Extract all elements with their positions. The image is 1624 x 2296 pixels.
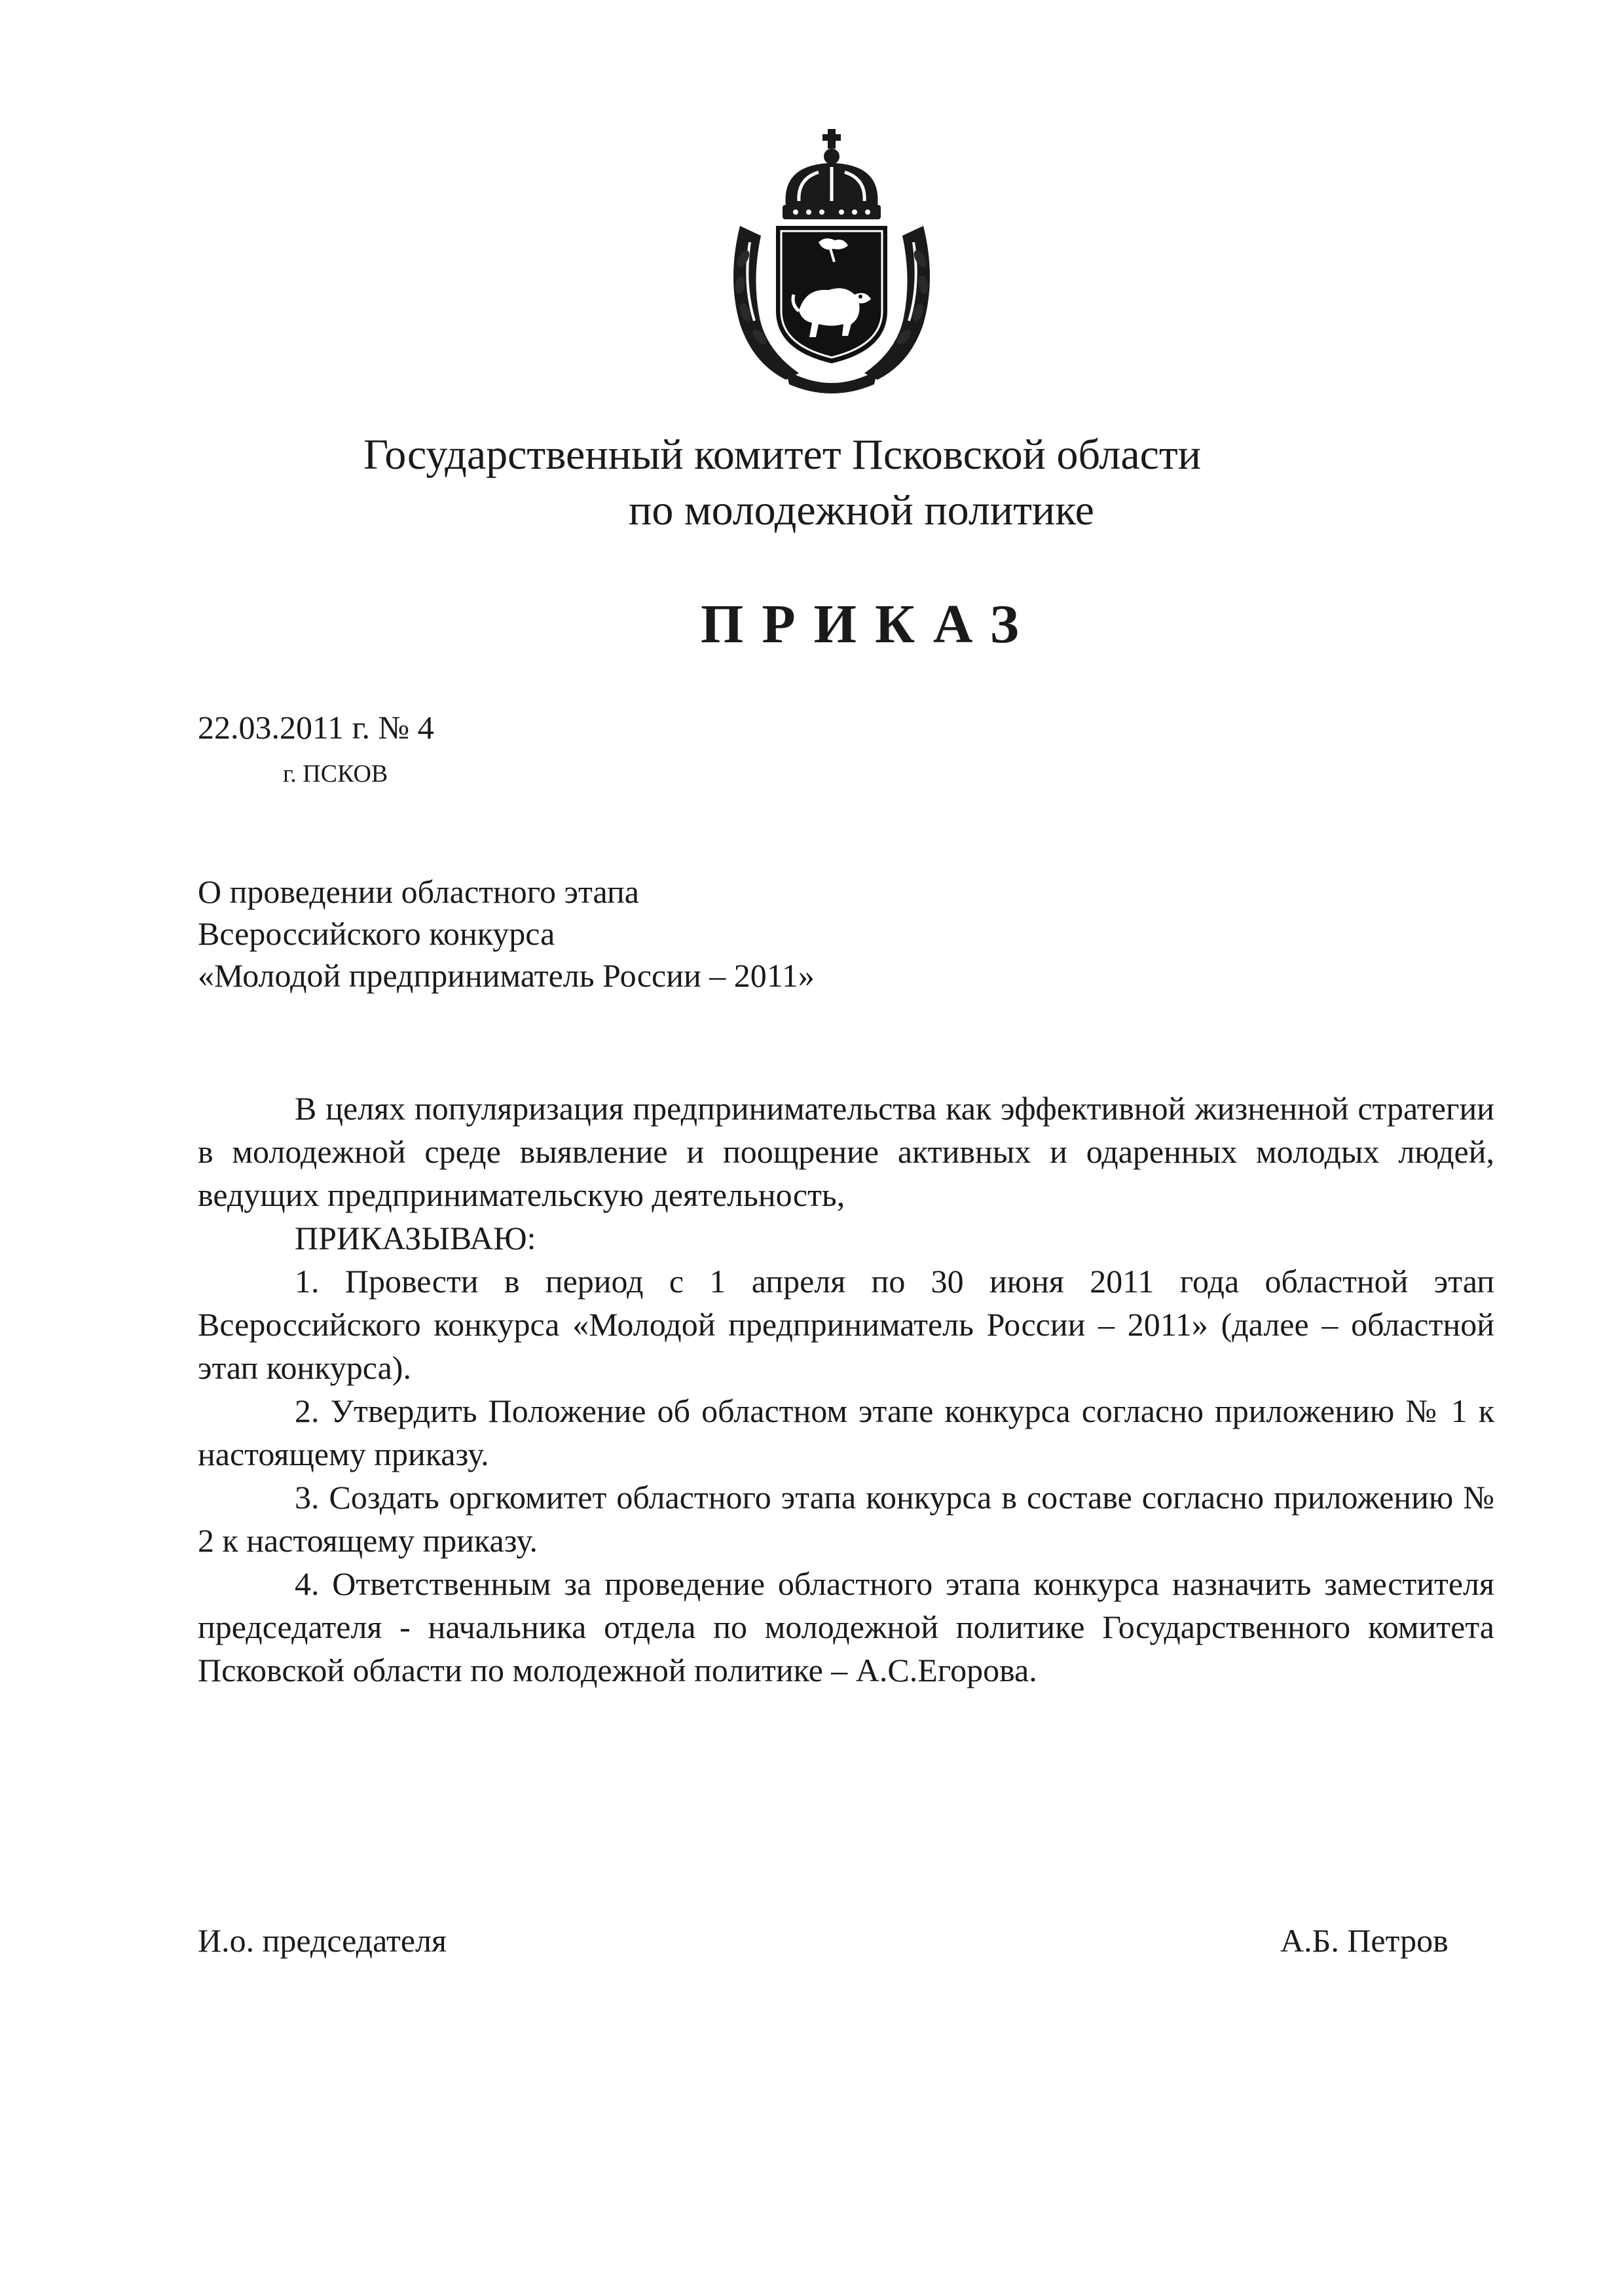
preamble-paragraph: В целях популяризация предпринимательства как эффективной жизненной стратегии в молодежной среде выявление и поощрение активных и одаренных молодых людей, ведущих предпринимательскую деятельность, bbox=[198, 1090, 1494, 1213]
order-item-3: 3. Создать оргкомитет областного этапа конкурса в составе согласно приложению № 2 к настоящему приказу. bbox=[198, 1479, 1494, 1559]
organization-name-line-1: Государственный комитет Псковской области bbox=[363, 431, 1202, 479]
order-item-1: 1. Провести в период с 1 апреля по 30 июня 2011 года областной этап Всероссийского конкурса «Молодой предприниматель России – 2011» (далее – областной этап конкурса). bbox=[198, 1263, 1494, 1386]
subject-line-2: Всероссийского конкурса bbox=[198, 915, 555, 952]
order-item-4: 4. Ответственным за проведение областного этапа конкурса назначить заместителя председателя - начальника отдела по молодежной политике Государственного комитета Псковской области по молодежной политике – А.С.Егорова. bbox=[198, 1565, 1494, 1688]
subject-line-1: О проведении областного этапа bbox=[198, 873, 639, 910]
document-city: г. ПСКОВ bbox=[283, 760, 388, 788]
subject-line-3: «Молодой предприниматель России – 2011» bbox=[198, 957, 815, 994]
document-date-number: 22.03.2011 г. № 4 bbox=[198, 709, 434, 746]
document-body bbox=[198, 1087, 1494, 1692]
signature-role: И.о. председателя bbox=[198, 1922, 447, 1959]
document-subject bbox=[198, 871, 815, 996]
document-type-title: ПРИКАЗ bbox=[701, 594, 1037, 655]
pskov-coat-of-arms-icon bbox=[714, 128, 950, 396]
organization-name-line-2: по молодежной политике bbox=[629, 486, 1094, 534]
order-item-2: 2. Утвердить Положение об областном этапе конкурса согласно приложению № 1 к настоящему приказу. bbox=[198, 1393, 1494, 1472]
order-word: ПРИКАЗЫВАЮ: bbox=[295, 1220, 536, 1256]
signature-name: А.Б. Петров bbox=[1280, 1922, 1449, 1959]
